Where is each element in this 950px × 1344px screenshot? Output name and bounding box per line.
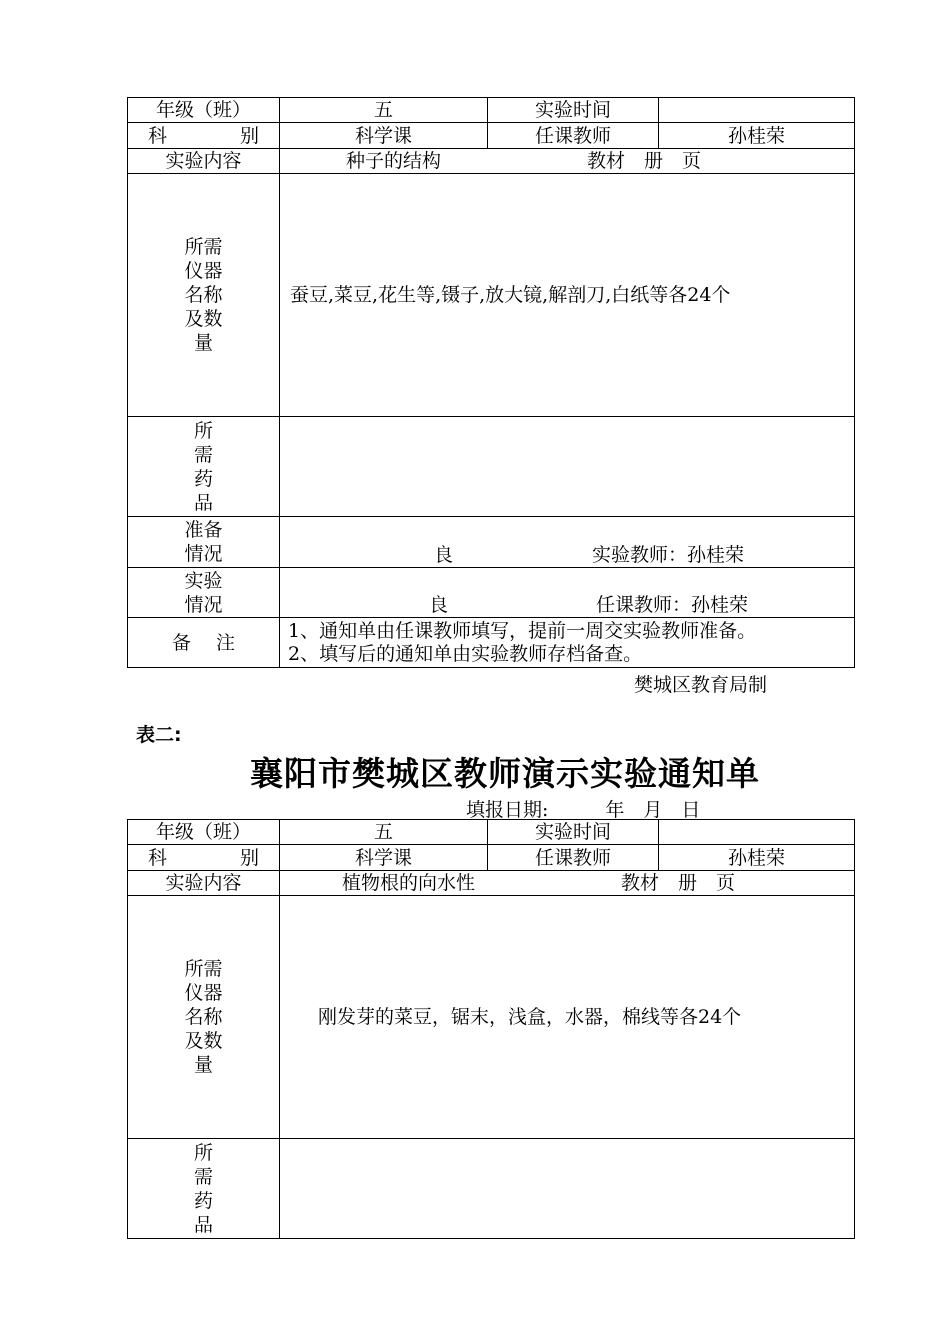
exp-teacher: 任课教师：孙桂荣: [596, 594, 749, 616]
chemicals-label-char: 品: [193, 491, 213, 514]
remark-line-1: 1、通知单由任课教师填写，提前一周交实验教师准备。: [288, 619, 757, 642]
teacher-value: 孙桂荣: [659, 845, 855, 871]
chemicals-label-char: 药: [193, 1189, 213, 1212]
prep-cell: [280, 517, 855, 568]
subject-label-char-2: 别: [239, 124, 259, 147]
instruments-label-line: 仪器: [184, 260, 223, 282]
issuer-note: 樊城区教育局制: [634, 674, 768, 696]
instruments-text: 蚕豆,菜豆,花生等,镊子,放大镜,解剖刀,白纸等各24个: [290, 284, 731, 306]
teacher-label: 任课教师: [488, 845, 659, 871]
chemicals-label-char: 需: [193, 1165, 213, 1188]
instruments-label-line: 所需: [184, 236, 223, 258]
time-label: 实验时间: [488, 98, 659, 123]
instruments-label-line: 名称: [184, 284, 223, 306]
content-value: 种子的结构: [346, 150, 442, 172]
fill-date: 填报日期: 年 月 日: [466, 799, 701, 821]
remarks-cell: [280, 618, 855, 668]
experiment-table-2: [127, 819, 855, 1239]
instruments-label-line: 及数: [184, 308, 223, 330]
prep-value: 良: [434, 544, 454, 566]
instruments-label: [128, 896, 280, 1139]
remarks-label-char-1: 备: [172, 631, 192, 654]
instruments-value: [280, 174, 855, 417]
instruments-value: [280, 896, 855, 1139]
time-value[interactable]: [659, 98, 855, 123]
content-label: 实验内容: [128, 149, 280, 174]
prep-label-line: 情况: [184, 543, 223, 565]
chemicals-label: [128, 1139, 280, 1239]
grade-value: 五: [280, 98, 488, 123]
exp-label-line: 情况: [184, 593, 223, 616]
content-value: 植物根的向水性: [342, 872, 476, 894]
remarks-label-char-2: 注: [215, 631, 235, 654]
grade-label: 年级（班）: [128, 820, 280, 845]
exp-label: [128, 568, 280, 618]
time-value[interactable]: [659, 820, 855, 845]
subject-label-char-1: 科: [148, 846, 168, 869]
instruments-text: 刚发芽的菜豆，锯末，浅盒，水器，棉线等各24个: [318, 1006, 742, 1028]
instruments-label-line: 量: [193, 332, 213, 354]
page-title: 襄阳市樊城区教师演示实验通知单: [250, 754, 760, 793]
subject-label-char-2: 别: [239, 846, 259, 869]
subject-value: 科学课: [280, 123, 488, 149]
chemicals-label-char: 需: [193, 443, 213, 466]
teacher-label: 任课教师: [488, 123, 659, 149]
exp-label-line: 实验: [184, 569, 223, 592]
experiment-table-1: [127, 97, 855, 668]
subject-value: 科学课: [280, 845, 488, 871]
grade-value: 五: [280, 820, 488, 845]
subject-label: [128, 845, 280, 871]
instruments-label-line: 仪器: [184, 982, 223, 1004]
content-cell: [280, 149, 855, 174]
textbook-ref: 教材 册 页: [587, 150, 702, 172]
instruments-label-line: 所需: [184, 958, 223, 980]
subject-label: [128, 123, 280, 149]
exp-cell: [280, 568, 855, 618]
chemicals-label-char: 药: [193, 467, 213, 490]
subject-label-char-1: 科: [148, 124, 168, 147]
prep-teacher: 实验教师：孙桂荣: [592, 544, 745, 566]
prep-label-line: 准备: [184, 519, 223, 541]
remark-line-2: 2、填写后的通知单由实验教师存档备查。: [288, 642, 643, 665]
chemicals-label: [128, 417, 280, 517]
content-label: 实验内容: [128, 871, 280, 896]
grade-label: 年级（班）: [128, 98, 280, 123]
chemicals-value[interactable]: [280, 1139, 855, 1239]
section-label: 表二:: [136, 724, 182, 746]
textbook-ref: 教材 册 页: [621, 872, 736, 894]
instruments-label-line: 量: [193, 1054, 213, 1076]
instruments-label: [128, 174, 280, 417]
instruments-label-line: 及数: [184, 1030, 223, 1052]
chemicals-label-char: 所: [193, 1141, 213, 1164]
chemicals-label-char: 所: [193, 419, 213, 442]
time-label: 实验时间: [488, 820, 659, 845]
chemicals-value[interactable]: [280, 417, 855, 517]
content-cell: [280, 871, 855, 896]
instruments-label-line: 名称: [184, 1006, 223, 1028]
chemicals-label-char: 品: [193, 1213, 213, 1236]
prep-label: [128, 517, 280, 568]
teacher-value: 孙桂荣: [659, 123, 855, 149]
exp-value: 良: [429, 594, 449, 616]
remarks-label: [128, 618, 280, 668]
